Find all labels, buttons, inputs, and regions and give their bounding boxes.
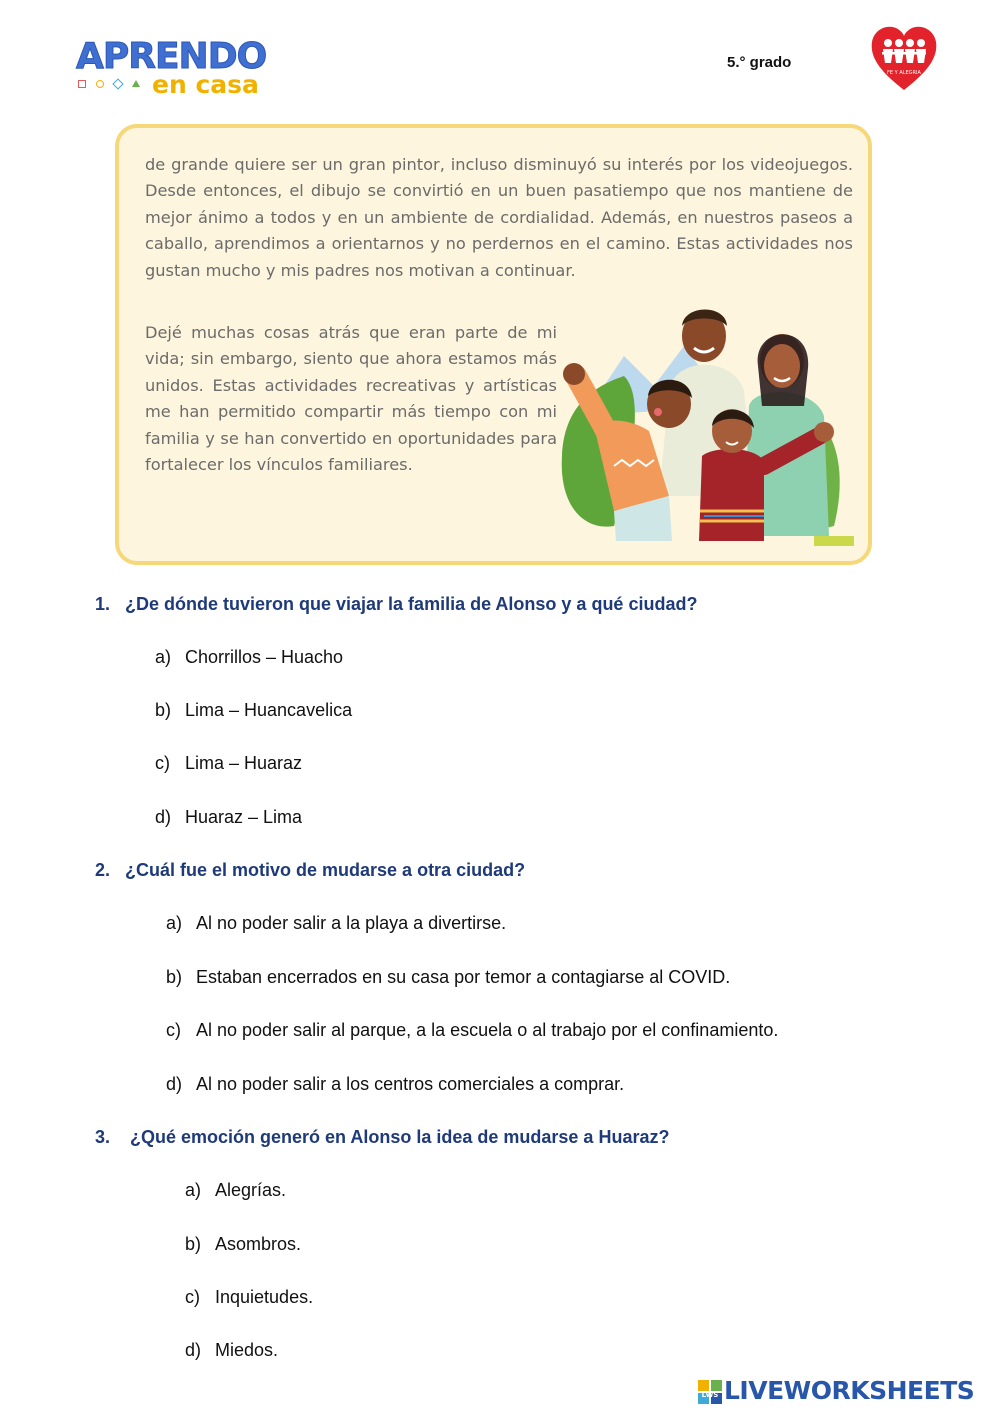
q3-option-a[interactable] xyxy=(185,1180,286,1201)
option-letter: c) xyxy=(185,1287,200,1307)
question-text: ¿Qué emoción generó en Alonso la idea de mudarse a Huaraz? xyxy=(130,1127,670,1147)
option-text: Al no poder salir a los centros comerciales a comprar. xyxy=(196,1074,625,1094)
option-letter: b) xyxy=(155,700,172,720)
liveworksheets-mark-icon xyxy=(698,1380,722,1404)
q1-option-c[interactable] xyxy=(155,753,302,774)
question-text: ¿Cuál fue el motivo de mudarse a otra ciudad? xyxy=(125,860,526,880)
triangle-shape-icon xyxy=(132,80,140,87)
q2-option-c[interactable] xyxy=(166,1020,778,1041)
option-letter: d) xyxy=(166,1074,183,1094)
option-text: Asombros. xyxy=(215,1234,302,1254)
question-number: 1. xyxy=(95,594,111,614)
option-letter: c) xyxy=(166,1020,181,1040)
option-letter: d) xyxy=(185,1340,202,1360)
question-number: 3. xyxy=(95,1127,111,1147)
square-shape-icon xyxy=(78,80,86,88)
logo-main-text: APRENDO xyxy=(76,36,267,77)
grade-label: 5.° grado xyxy=(727,54,792,71)
mark-letters: LWS xyxy=(701,1391,719,1399)
q2-option-b[interactable] xyxy=(166,967,730,988)
option-letter: c) xyxy=(155,753,170,773)
q1-option-b[interactable] xyxy=(155,700,352,721)
option-text: Miedos. xyxy=(215,1340,279,1360)
option-text: Alegrías. xyxy=(215,1180,287,1200)
question-2 xyxy=(95,860,525,881)
question-text: ¿De dónde tuvieron que viajar la familia de Alonso y a qué ciudad? xyxy=(125,594,698,614)
option-text: Estaban encerrados en su casa por temor a contagiarse al COVID. xyxy=(196,967,731,987)
option-letter: b) xyxy=(166,967,183,987)
option-letter: d) xyxy=(155,807,172,827)
option-text: Chorrillos – Huacho xyxy=(185,647,344,667)
option-letter: a) xyxy=(155,647,172,667)
circle-shape-icon xyxy=(96,80,104,88)
q3-option-c[interactable] xyxy=(185,1287,313,1308)
option-letter: a) xyxy=(185,1180,202,1200)
liveworksheets-logo xyxy=(698,1376,994,1410)
reading-paragraph-2: Dejé muchas cosas atrás que eran parte de mi vida; sin embargo, siento que ahora estamos más unidos. Estas actividades recreativas y artísticas me han permitido compartir más tiempo con mi familia y se han convertido en oportunidades para fortalecer los vínculos familiares. xyxy=(145,323,557,475)
reading-passage-box xyxy=(115,124,872,565)
reading-paragraph-1: de grande quiere ser un gran pintor, incluso disminuyó su interés por los videojuegos. Desde entonces, el dibujo se convirtió en un buen pasatiempo que nos mantiene de mejor ánimo a todos y en un ambiente de cordialidad. Además, en nuestros paseos a caballo, aprendimos a orientarnos y no perdernos en el camino. Estas actividades nos gustan mucho y mis padres nos motivan a continuar. xyxy=(145,155,853,280)
option-text: Lima – Huancavelica xyxy=(185,700,353,720)
option-letter: a) xyxy=(166,913,183,933)
option-text: Al no poder salir a la playa a divertirse. xyxy=(196,913,507,933)
aprendo-en-casa-logo xyxy=(76,36,276,100)
option-text: Huaraz – Lima xyxy=(185,807,303,827)
question-number: 2. xyxy=(95,860,111,880)
question-1 xyxy=(95,594,697,615)
logo-shapes xyxy=(78,80,140,88)
org-logo-text: FE Y ALEGRIA xyxy=(887,70,921,76)
q1-option-d[interactable] xyxy=(155,807,302,828)
option-text: Lima – Huaraz xyxy=(185,753,303,773)
fe-y-alegria-heart-logo xyxy=(868,22,940,94)
q2-option-a[interactable] xyxy=(166,913,506,934)
q3-option-b[interactable] xyxy=(185,1234,301,1255)
question-3 xyxy=(95,1127,669,1148)
q1-option-a[interactable] xyxy=(155,647,343,668)
option-text: Inquietudes. xyxy=(215,1287,314,1307)
option-text: Al no poder salir al parque, a la escuela o al trabajo por el confinamiento. xyxy=(196,1020,779,1040)
family-illustration xyxy=(554,296,854,548)
q3-option-d[interactable] xyxy=(185,1340,278,1361)
logo-sub-text: en casa xyxy=(152,70,259,99)
diamond-shape-icon xyxy=(112,78,123,89)
option-letter: b) xyxy=(185,1234,202,1254)
liveworksheets-brand-text: LIVEWORKSHEETS xyxy=(724,1376,975,1405)
q2-option-d[interactable] xyxy=(166,1074,624,1095)
